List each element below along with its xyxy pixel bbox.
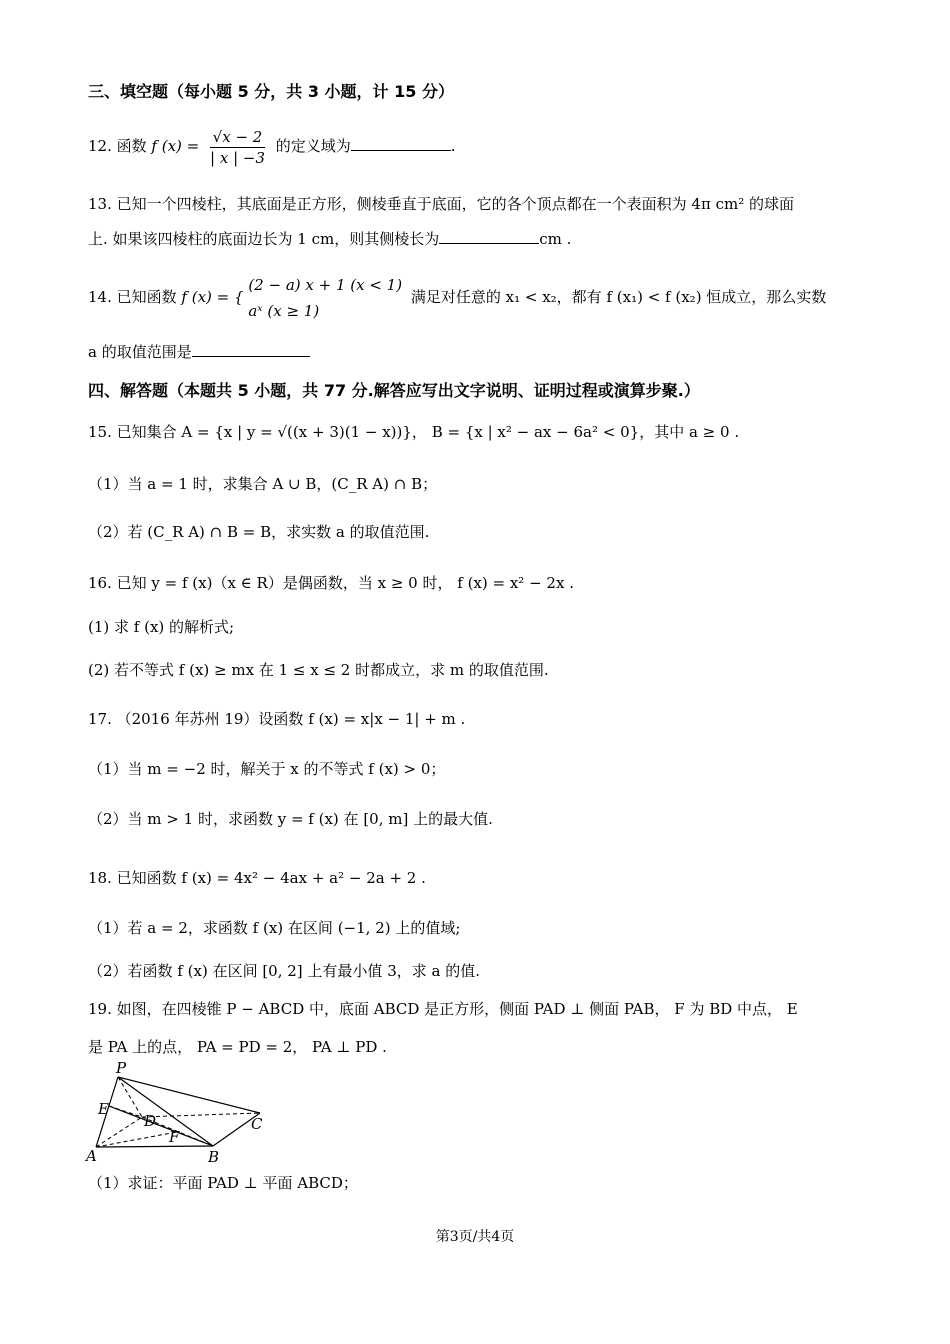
q13-line-2 — [88, 229, 571, 249]
q17-part-1: （1）当 m = −2 时，解关于 x 的不等式 f (x) > 0； — [88, 760, 446, 778]
q19-part-1: （1）求证：平面 PAD ⊥ 平面 ABCD； — [88, 1174, 358, 1192]
label-C: C — [251, 1115, 263, 1133]
q17-part-2: （2）当 m > 1 时，求函数 y = f (x) 在 [0, m] 上的最大值. — [88, 810, 493, 828]
q16-part-1: (1) 求 f (x) 的解析式; — [88, 618, 235, 636]
page-number: 第3页/共4页 — [435, 1229, 515, 1245]
edge-AB — [96, 1146, 213, 1147]
question-12 — [88, 122, 456, 170]
q13-answer-blank[interactable] — [439, 229, 539, 244]
q12-denominator: | x | −3 — [210, 148, 265, 167]
q19-line-1: 19. 如图，在四棱锥 P − ABCD 中，底面 ABCD 是正方形，侧面 PAD ⊥ 侧面 PAB， F 为 BD 中点， E — [88, 1000, 798, 1018]
q19-line-2: 是 PA 上的点， PA = PD = 2， PA ⊥ PD . — [88, 1038, 387, 1056]
label-E: E — [98, 1100, 109, 1118]
q14-line-2-text: a 的取值范围是 — [88, 343, 192, 361]
q14-line-2 — [88, 342, 310, 362]
label-F: F — [169, 1128, 180, 1146]
q19-pyramid-figure — [82, 1060, 282, 1168]
label-D: D — [144, 1112, 157, 1130]
q14-case-1: (2 − a) x + 1 (x < 1) — [248, 276, 403, 294]
q12-numerator: √x − 2 — [210, 128, 266, 148]
q13-unit: cm . — [539, 230, 572, 248]
q18-stem: 18. 已知函数 f (x) = 4x² − 4ax + a² − 2a + 2 . — [88, 869, 426, 887]
q13-line-2-text: 上. 如果该四棱柱的底面边长为 1 cm，则其侧棱长为 — [88, 230, 440, 248]
q14-answer-blank[interactable] — [192, 342, 310, 357]
q16-part-2: (2) 若不等式 f (x) ≥ mx 在 1 ≤ x ≤ 2 时都成立，求 m 的取值范围. — [88, 661, 549, 679]
label-P: P — [116, 1060, 127, 1077]
label-B: B — [208, 1148, 220, 1166]
q12-answer-blank[interactable] — [351, 136, 451, 151]
q18-part-2: （2）若函数 f (x) 在区间 [0, 2] 上有最小值 3，求 a 的值. — [88, 962, 480, 980]
q14-piecewise — [248, 272, 402, 324]
q14-suffix: 满足对任意的 x₁ < x₂，都有 f (x₁) < f (x₂) 恒成立，那么实数 — [410, 288, 827, 306]
q12-fraction — [207, 128, 268, 167]
q14-fx: f (x) = { — [181, 288, 244, 306]
q12-suffix: 的定义域为 — [275, 137, 351, 155]
q12-end: . — [450, 137, 456, 155]
question-14 — [88, 270, 826, 324]
q13-line-1: 13. 已知一个四棱柱，其底面是正方形，侧棱垂直于底面，它的各个顶点都在一个表面积为 4π cm² 的球面 — [88, 195, 794, 213]
q15-part-1: （1）当 a = 1 时，求集合 A ∪ B，(C_R A) ∩ B； — [88, 475, 438, 493]
edge-PB — [118, 1077, 213, 1146]
section-4-heading: 四、解答题（本题共 5 小题，共 77 分.解答应写出文字说明、证明过程或演算步聚.） — [88, 381, 700, 400]
edge-PC — [118, 1077, 260, 1113]
q18-part-1: （1）若 a = 2，求函数 f (x) 在区间 (−1, 2) 上的值域; — [88, 919, 461, 937]
q12-prefix: 12. 函数 — [88, 137, 147, 155]
edge-DC — [142, 1113, 260, 1117]
q15-stem: 15. 已知集合 A = {x | y = √((x + 3)(1 − x))}， B = {x | x² − ax − 6a² < 0}，其中 a ≥ 0 . — [88, 423, 740, 441]
section-3-heading: 三、填空题（每小题 5 分，共 3 小题，计 15 分） — [88, 82, 454, 101]
q15-part-2: （2）若 (C_R A) ∩ B = B，求实数 a 的取值范围. — [88, 523, 430, 541]
q14-prefix: 14. 已知函数 — [88, 288, 177, 306]
q17-stem: 17. （2016 年苏州 19）设函数 f (x) = x|x − 1| + m . — [88, 710, 466, 728]
label-A: A — [86, 1147, 97, 1165]
q14-case-2: aˣ (x ≥ 1) — [248, 302, 320, 320]
q16-stem: 16. 已知 y = f (x)（x ∈ R）是偶函数，当 x ≥ 0 时， f (x) = x² − 2x . — [88, 574, 574, 592]
q12-fx: f (x) = — [151, 137, 200, 155]
